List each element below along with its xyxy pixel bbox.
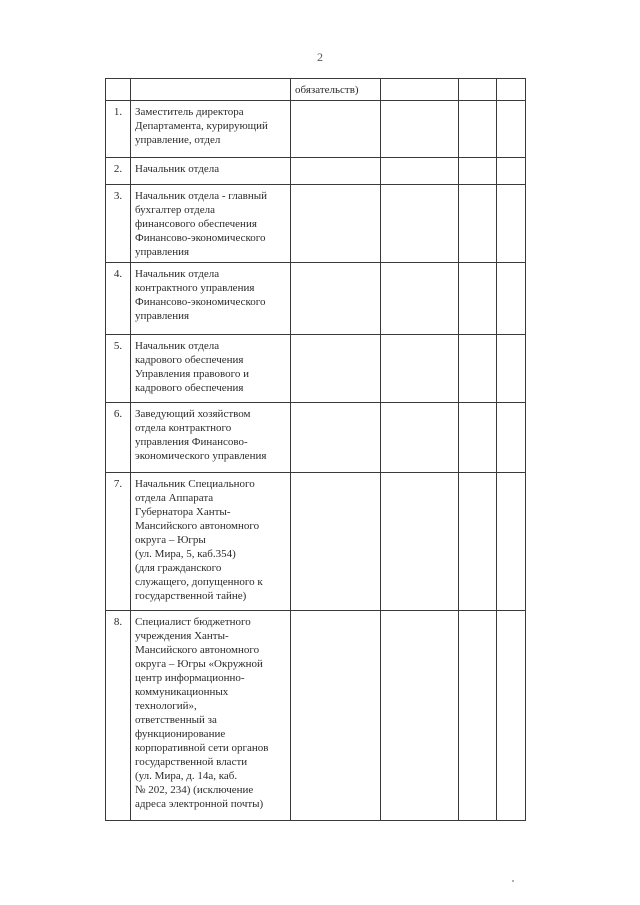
cell-col-5 [459,158,497,185]
cell-col-4 [381,473,459,611]
position-name: Заместитель директора Департамента, курирующий управление, отдел [131,101,291,158]
row-number: 5. [106,335,131,403]
cell-col-3 [291,335,381,403]
cell-col-3 [291,403,381,473]
cell-col-6 [497,403,526,473]
table-row [106,158,526,185]
row-number: 8. [106,611,131,821]
cell-col-4 [381,158,459,185]
table-row [106,79,526,101]
cell-col-6 [497,473,526,611]
table-row [106,335,526,403]
cell-col-3: обязательств) [291,79,381,101]
cell-col-6 [497,611,526,821]
cell-col-4 [381,403,459,473]
cell-col-5 [459,403,497,473]
cell-col-5 [459,611,497,821]
cell-col-4 [381,101,459,158]
cell-col-4 [381,263,459,335]
table-row [106,185,526,263]
cell-col-3 [291,263,381,335]
position-name: Начальник отдела [131,158,291,185]
page-number: 2 [317,50,323,64]
cell-col-3 [291,185,381,263]
cell-col-4 [381,79,459,101]
cell-col-5 [459,185,497,263]
cell-col-5 [459,335,497,403]
cell-col-6 [497,185,526,263]
cell-col-6 [497,101,526,158]
cell-col-5 [459,101,497,158]
cell-col-3 [291,158,381,185]
cell-col-6 [497,158,526,185]
row-number: 2. [106,158,131,185]
position-name: Специалист бюджетного учреждения Ханты- Мансийского автономного округа – Югры «Окружной центр информационно- коммуникационных технологий», ответственный за функционирование корпоративной сети органов государственной власти (ул. Мира, д. 14а, каб. № 202, 234) (исключение адреса электронной почты) [131,611,291,821]
table-row [106,473,526,611]
table-row [106,611,526,821]
row-number: 1. [106,101,131,158]
cell-col-3 [291,611,381,821]
position-name: Начальник Специального отдела Аппарата Губернатора Ханты- Мансийского автономного округа – Югры (ул. Мира, 5, каб.354) (для гражданского служащего, допущенного к государственной тайне) [131,473,291,611]
row-number [106,79,131,101]
table-row [106,263,526,335]
cell-col-4 [381,335,459,403]
table-row [106,101,526,158]
cell-col-6 [497,263,526,335]
position-name: Начальник отдела - главный бухгалтер отдела финансового обеспечения Финансово-экономического управления [131,185,291,263]
position-name: Начальник отдела контрактного управления Финансово-экономического управления [131,263,291,335]
cell-col-5 [459,473,497,611]
row-number: 6. [106,403,131,473]
cell-col-5 [459,79,497,101]
approval-table [105,78,526,821]
cell-col-4 [381,611,459,821]
cell-col-4 [381,185,459,263]
position-name: Начальник отдела кадрового обеспечения Управления правового и кадрового обеспечения [131,335,291,403]
row-number: 3. [106,185,131,263]
position-name: Заведующий хозяйством отдела контрактного управления Финансово- экономического управления [131,403,291,473]
cell-col-6 [497,335,526,403]
row-number: 4. [106,263,131,335]
cell-col-6 [497,79,526,101]
cell-col-3 [291,101,381,158]
cell-col-5 [459,263,497,335]
table-row [106,403,526,473]
cell-col-3 [291,473,381,611]
row-number: 7. [106,473,131,611]
scan-artifact [512,880,514,882]
position-name [131,79,291,101]
